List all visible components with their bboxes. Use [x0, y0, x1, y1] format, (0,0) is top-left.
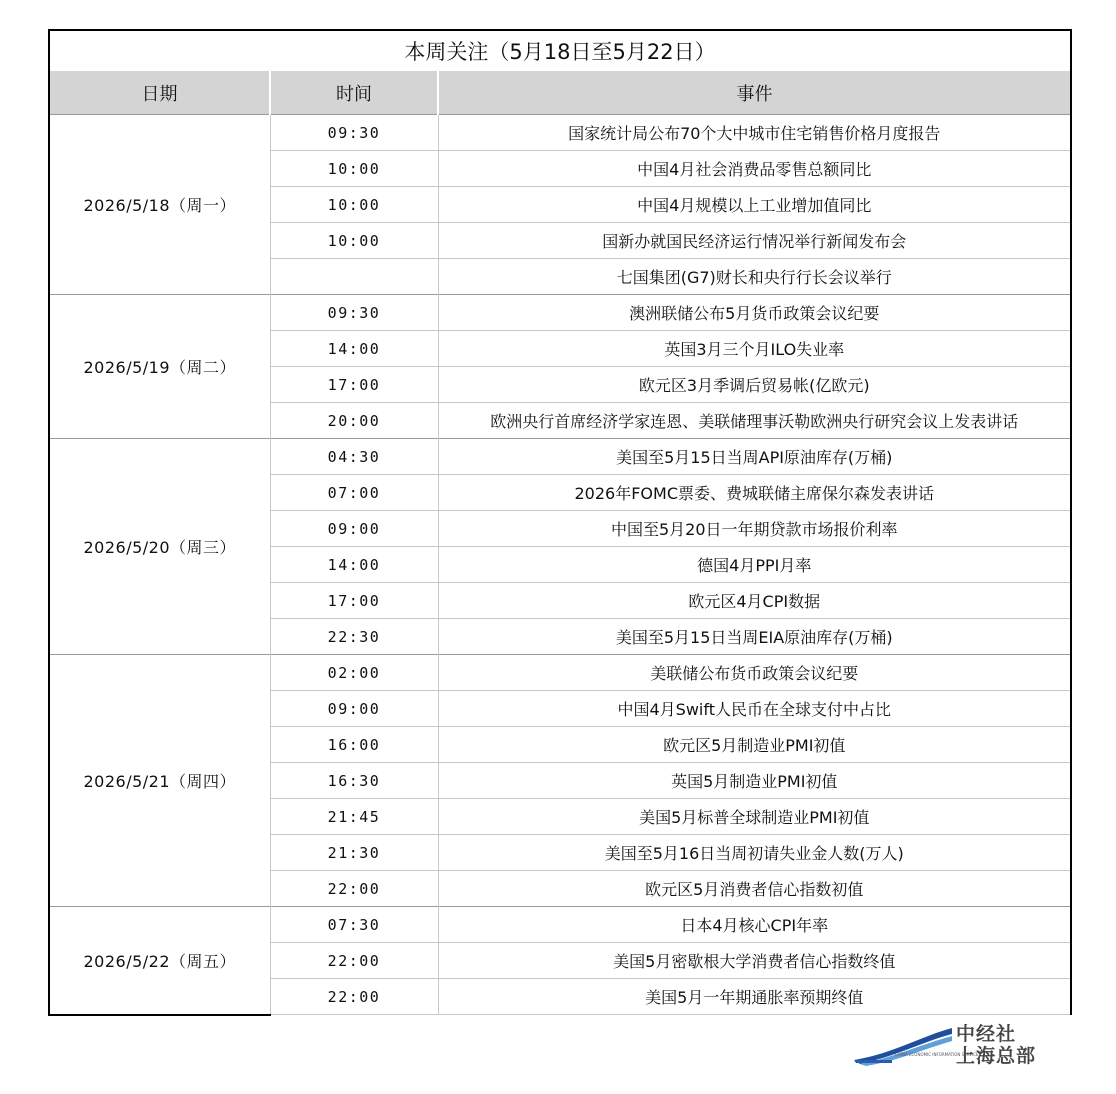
time-cell: 17:00 [270, 583, 438, 619]
table-row [49, 115, 1071, 151]
time-cell: 14:00 [270, 547, 438, 583]
event-cell: 美联储公布货币政策会议纪要 [438, 655, 1071, 691]
event-cell: 2026年FOMC票委、费城联储主席保尔森发表讲话 [438, 475, 1071, 511]
date-cell: 2026/5/22（周五） [49, 907, 270, 1015]
event-cell: 欧洲央行首席经济学家连恩、美联储理事沃勒欧洲央行研究会议上发表讲话 [438, 403, 1071, 439]
event-cell: 英国5月制造业PMI初值 [438, 763, 1071, 799]
event-cell: 美国至5月15日当周EIA原油库存(万桶) [438, 619, 1071, 655]
date-cell: 2026/5/19（周二） [49, 295, 270, 439]
event-cell: 国家统计局公布70个大中城市住宅销售价格月度报告 [438, 115, 1071, 151]
weekly-calendar-table [48, 29, 1072, 1016]
event-cell: 七国集团(G7)财长和央行行长会议举行 [438, 259, 1071, 295]
table-row [49, 439, 1071, 475]
time-cell: 21:30 [270, 835, 438, 871]
time-cell: 14:00 [270, 331, 438, 367]
time-cell: 09:00 [270, 511, 438, 547]
time-cell: 07:00 [270, 475, 438, 511]
time-cell: 22:00 [270, 871, 438, 907]
logo-name-line1: 中经社 [956, 1023, 1017, 1045]
event-cell: 欧元区5月制造业PMI初值 [438, 727, 1071, 763]
time-cell: 04:30 [270, 439, 438, 475]
time-cell: 07:30 [270, 907, 438, 943]
event-cell: 国新办就国民经济运行情况举行新闻发布会 [438, 223, 1071, 259]
time-cell: 09:30 [270, 115, 438, 151]
event-cell: 中国4月Swift人民币在全球支付中占比 [438, 691, 1071, 727]
table-row [49, 655, 1071, 691]
event-cell: 美国至5月16日当周初请失业金人数(万人) [438, 835, 1071, 871]
time-cell: 22:00 [270, 979, 438, 1015]
header-date: 日期 [49, 71, 270, 115]
event-cell: 中国至5月20日一年期贷款市场报价利率 [438, 511, 1071, 547]
logo-english: CHINA ECONOMIC INFORMATION SERVICE [895, 1052, 979, 1057]
logo-name-line2: 上海总部 [956, 1045, 1037, 1067]
calendar-frame [48, 29, 1070, 1016]
time-cell: 17:00 [270, 367, 438, 403]
time-cell: 09:30 [270, 295, 438, 331]
time-cell: 22:30 [270, 619, 438, 655]
time-cell: 09:00 [270, 691, 438, 727]
event-cell: 欧元区4月CPI数据 [438, 583, 1071, 619]
event-cell: 中国4月规模以上工业增加值同比 [438, 187, 1071, 223]
event-cell: 美国5月一年期通胀率预期终值 [438, 979, 1071, 1015]
time-cell: 10:00 [270, 187, 438, 223]
table-row [49, 295, 1071, 331]
event-cell: 美国至5月15日当周API原油库存(万桶) [438, 439, 1071, 475]
time-cell: 20:00 [270, 403, 438, 439]
table-row [49, 907, 1071, 943]
time-cell: 02:00 [270, 655, 438, 691]
date-cell: 2026/5/18（周一） [49, 115, 270, 295]
table-title: 本周关注（5月18日至5月22日） [49, 30, 1071, 71]
event-cell: 澳洲联储公布5月货币政策会议纪要 [438, 295, 1071, 331]
time-cell: 21:45 [270, 799, 438, 835]
time-cell [270, 259, 438, 295]
logo-wordmark [956, 1023, 1036, 1067]
event-cell: 英国3月三个月ILO失业率 [438, 331, 1071, 367]
event-cell: 德国4月PPI月率 [438, 547, 1071, 583]
date-cell: 2026/5/21（周四） [49, 655, 270, 907]
time-cell: 10:00 [270, 223, 438, 259]
header-time: 时间 [270, 71, 438, 115]
time-cell: 16:30 [270, 763, 438, 799]
header-event: 事件 [438, 71, 1071, 115]
time-cell: 16:00 [270, 727, 438, 763]
time-cell: 10:00 [270, 151, 438, 187]
time-cell: 22:00 [270, 943, 438, 979]
event-cell: 美国5月密歇根大学消费者信心指数终值 [438, 943, 1071, 979]
calendar-body [49, 115, 1071, 1015]
event-cell: 中国4月社会消费品零售总额同比 [438, 151, 1071, 187]
event-cell: 欧元区5月消费者信心指数初值 [438, 871, 1071, 907]
event-cell: 欧元区3月季调后贸易帐(亿欧元) [438, 367, 1071, 403]
event-cell: 日本4月核心CPI年率 [438, 907, 1071, 943]
date-cell: 2026/5/20（周三） [49, 439, 270, 655]
event-cell: 美国5月标普全球制造业PMI初值 [438, 799, 1071, 835]
